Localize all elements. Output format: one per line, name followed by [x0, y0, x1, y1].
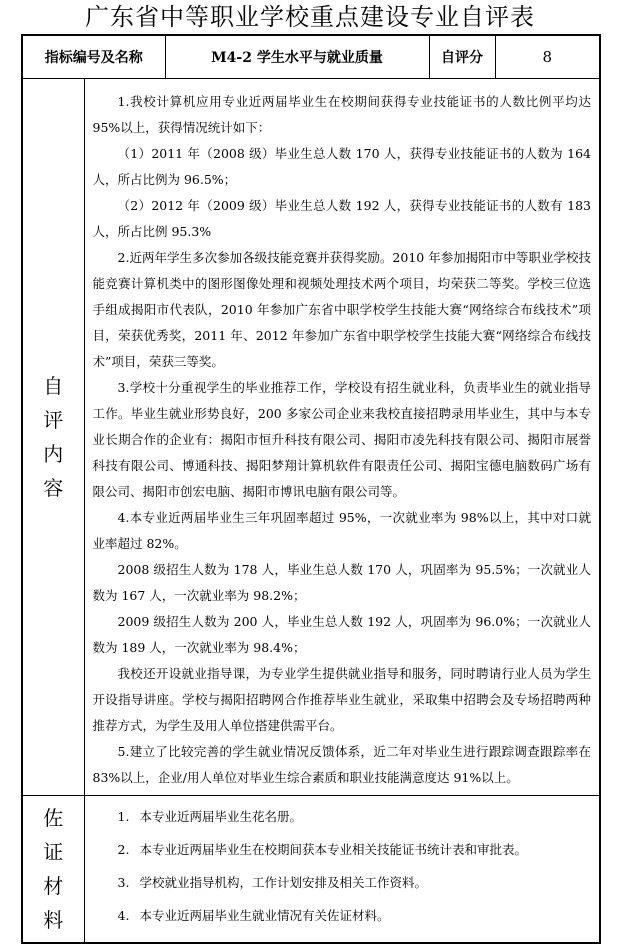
side-char: 佐 — [43, 806, 64, 830]
paragraph: 我校还开设就业指导课，为专业学生提供就业指导和服务，同时聘请行业人员为学生开设指导讲座。学校与揭阳招聘网合作推荐毕业生就业，采取集中招聘会及专场招聘两种推荐方式，为学生及用人单位搭建供需平台。 — [92, 666, 591, 733]
score-label: 自评分 — [429, 35, 495, 79]
self-eval-content — [84, 79, 600, 796]
item-text: 本专业近两届毕业生就业情况有关佐证材料。 — [139, 908, 390, 923]
list-item — [93, 905, 592, 927]
item-number: 3. — [117, 875, 130, 890]
evidence-row — [22, 796, 600, 944]
item-text: 本专业近两届毕业生花名册。 — [139, 809, 302, 824]
item-number: 4. — [117, 908, 130, 923]
paragraph: 4.本专业近两届毕业生三年巩固率超过 95%，一次就业率为 98%以上，其中对口就业率超过 82%。 — [92, 510, 591, 551]
side-char: 容 — [43, 476, 64, 500]
evidence-content — [84, 796, 600, 944]
self-eval-side-label — [22, 79, 84, 796]
paragraph: 5.建立了比较完善的学生就业情况反馈体系，近二年对毕业生进行跟踪调查跟踪率在 83%以上，企业/用人单位对毕业生综合素质和职业技能满意度达 91%以上。 — [92, 744, 591, 785]
paragraph: 2008 级招生人数为 178 人，毕业生总人数 170 人，巩固率为 95.5%；一次就业人数为 167 人，一次就业率为 98.2%； — [92, 562, 591, 603]
indicator-value: M4-2 学生水平与就业质量 — [165, 35, 429, 79]
self-eval-row — [22, 79, 600, 796]
item-text: 学校就业指导机构，工作计划安排及相关工作资料。 — [139, 875, 427, 890]
score-value: 8 — [495, 35, 600, 79]
item-number: 1. — [117, 809, 130, 824]
list-item — [93, 872, 592, 894]
self-eval-form — [21, 34, 601, 944]
evidence-list — [93, 806, 592, 927]
item-text: 本专业近两届毕业生在校期间获本专业相关技能证书统计表和审批表。 — [139, 842, 527, 857]
side-char: 材 — [43, 874, 64, 898]
header-row — [22, 35, 600, 79]
paragraph: 3.学校十分重视学生的毕业推荐工作，学校设有招生就业科，负责毕业生的就业指导工作。毕业生就业形势良好，200 多家公司企业来我校直接招聘录用毕业生，其中与本专业长期合作的企业有：揭阳市恒升科技有限公司、揭阳市凌先科技有限公司、揭阳市展誉科技有限公司、博通科技、揭阳梦翔计算机软件有限责任公司、揭阳宝德电脑数码广场有限公司、揭阳市创宏电脑、揭阳市博讯电脑有限公司等。 — [92, 380, 591, 499]
evidence-side-label — [22, 796, 84, 944]
paragraph: （1）2011 年（2008 级）毕业生总人数 170 人，获得专业技能证书的人数为 164 人，所占比例为 96.5%； — [92, 146, 591, 187]
item-number: 2. — [117, 842, 130, 857]
paragraph: （2）2012 年（2009 级）毕业生总人数 192 人，获得专业技能证书的人数有 183 人，所占比例 95.3% — [92, 198, 591, 239]
side-char: 内 — [43, 442, 64, 466]
side-char: 料 — [43, 908, 64, 932]
paragraph: 2.近两年学生多次参加各级技能竞赛并获得奖励。2010 年参加揭阳市中等职业学校技能竞赛计算机类中的图形图像处理和视频处理技术两个项目，均荣获二等奖。学校三位选手组成揭阳市代表队，2010 年参加广东省中职学校学生技能大赛“网络综合布线技术”项目，荣获优秀奖，2011 年、2012 年参加广东省中职学校学生技能大赛“网络综合布线技术”项目，荣获三等奖。 — [92, 250, 591, 369]
paragraph: 2009 级招生人数为 200 人，毕业生总人数 192 人，巩固率为 96.0%；一次就业人数为 189 人，一次就业率为 98.4%； — [92, 614, 591, 655]
indicator-label: 指标编号及名称 — [22, 35, 165, 79]
list-item — [93, 806, 592, 828]
paragraph: 1.我校计算机应用专业近两届毕业生在校期间获得专业技能证书的人数比例平均达 95%以上，获得情况统计如下： — [92, 94, 591, 135]
side-char: 证 — [43, 840, 64, 864]
list-item — [93, 839, 592, 861]
side-char: 自 — [43, 374, 64, 398]
page-title: 广东省中等职业学校重点建设专业自评表 — [85, 3, 535, 31]
side-char: 评 — [43, 408, 64, 432]
